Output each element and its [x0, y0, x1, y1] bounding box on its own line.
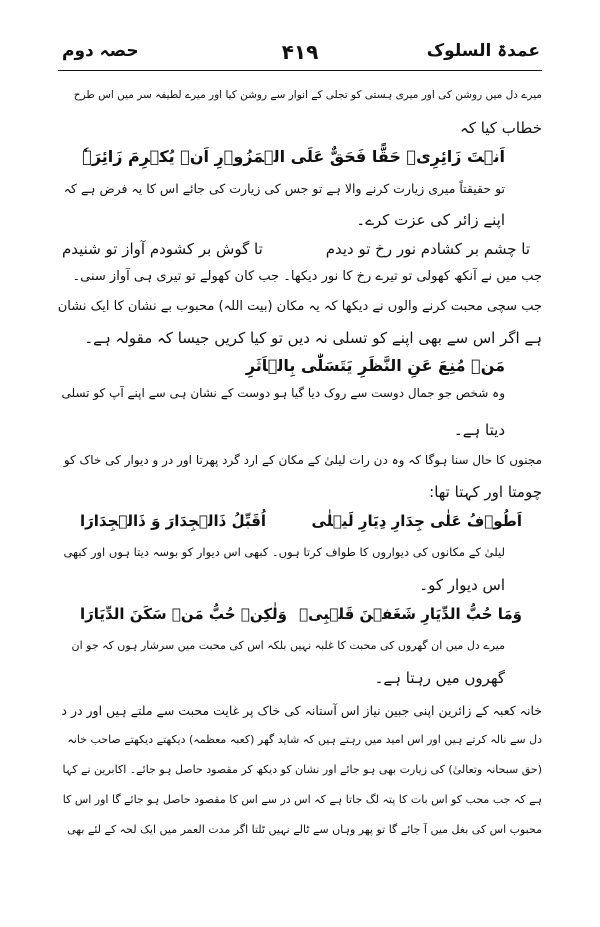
text-line: گھروں میں رہتا ہے۔ — [374, 669, 505, 687]
arabic-couplet-second: اُقَبِّلُ ذَالۡجِدَارَ وَ ذَالۡجِدَارَا — [80, 512, 267, 530]
text-line: چومتا اور کہتا تھا: — [429, 483, 542, 501]
text-line: میرے دل میں ان گھروں کی محبت کا غلبہ نہیں بلکہ اس کی محبت میں سرشار ہوں کہ جو ان — [71, 639, 505, 652]
text-line: دیتا ہے۔ — [453, 421, 505, 439]
text-line: اپنے زائر کی عزت کرے۔ — [356, 211, 505, 229]
text-line: اس دیوار کو۔ — [419, 576, 505, 594]
page-number: ۴۱۹ — [281, 40, 319, 64]
text-line: جب میں نے آنکھ کھولی تو تیرے رخ کا نور دیکھا۔ جب کان کھولے تو تیری ہی آواز سنی۔ — [72, 269, 542, 284]
text-line: دل سے نالہ کرتے ہیں اور اس امید میں رہتے ہیں کہ شاید گھر (کعبہ معظمہ) دیکھتے دیکھتے صاحب خانہ — [67, 733, 542, 746]
text-line: (حق سبحانہ وتعالیٰ) کی زیارت بھی ہو جائے اور نشان کو دیکھ کر مقصود حاصل ہو جائے۔ اکابرین نے کہا — [62, 763, 542, 776]
arabic-couplet-first: اَطُوۡفُ عَلٰی جِدَارِ دِیَارِ لَیۡلٰی — [311, 512, 522, 530]
text-line: جب سچی محبت کرنے والوں نے دیکھا کہ یہ مکان (بیت اللہ) محبوب بے نشان کا ایک نشان — [57, 299, 542, 314]
text-line: خطاب کیا کہ — [460, 119, 542, 137]
persian-couplet-second: تا گوش بر کشودم آواز تو شنیدم — [62, 240, 263, 258]
text-line: لیلیٰ کے مکانوں کی دیواروں کا طواف کرتا ہوں۔ کبھی اس دیوار کو بوسہ دیتا ہوں اور کبھی — [63, 545, 505, 559]
text-line: مجنوں کا حال سنا ہوگا کہ وہ دن رات لیلیٰ کے مکان کے ارد گرد پھرتا اور در و دیوار کی خاک کو — [63, 453, 542, 467]
book-title: عمدۃ السلوک — [426, 41, 540, 61]
arabic-couplet-first: وَمَا حُبُّ الدِّیَارِ شَغَفۡنَ قَلۡبِیۡ — [299, 605, 522, 623]
arabic-line: اَنۡتَ زَائِرِیۡ حَقًّا فَحَقٌّ عَلَی الۡمَزُوۡرِ اَنۡ یُکۡرِمَ زَائِرَہٗ — [82, 147, 505, 166]
section-label: حصہ دوم — [62, 41, 139, 61]
arabic-line: مَنۡ مُنِعَ عَنِ النَّظَرِ یَتَسَلّٰی بِالۡاَثَرِ — [245, 356, 505, 375]
text-line: تو حقیقتاً میری زیارت کرنے والا ہے تو جس کی زیارت کی جائے اس کا یہ فرض ہے کہ — [63, 181, 505, 196]
text-line: ہے اگر اس سے بھی اپنے کو تسلی نہ دیں تو کیا کریں جیسا کہ مقولہ ہے۔ — [84, 329, 542, 347]
arabic-couplet-second: وَلٰکِنۡ حُبُّ مَنۡ سَکَنَ الدِّیَارَا — [80, 605, 287, 623]
text-line: ہے کہ جب محب کو اس بات کا پتہ لگ جاتا ہے کہ اس در سے اس کا مقصود حاصل ہو جائے گا اور اس کا — [62, 793, 542, 806]
persian-couplet-first: تا چشم بر کشادم نور رخ تو دیدم — [325, 240, 530, 258]
header-rule — [58, 70, 542, 71]
text-line: وہ شخص جو جمال دوست سے روک دیا گیا ہو دوست کے نشان ہی سے اپنے آپ کو تسلی — [61, 386, 505, 400]
text-line: محبوب اس کی بغل میں آ جائے گا تو پھر وہاں سے ٹالے نہیں ٹلتا اگر مدت العمر میں ایک لحہ کے لئے بھی — [67, 823, 542, 836]
text-line: میرے دل میں روشن کی اور میری ہستی کو تجلی کے انوار سے روشن کیا اور میرے لطیفہ سر میں اس طرح — [73, 89, 542, 101]
text-line: خانہ کعبہ کے زائرین اپنی جبین نیاز اس آستانہ کی خاک پر غایت محبت سے ملتے ہیں اور در د — [61, 703, 542, 718]
